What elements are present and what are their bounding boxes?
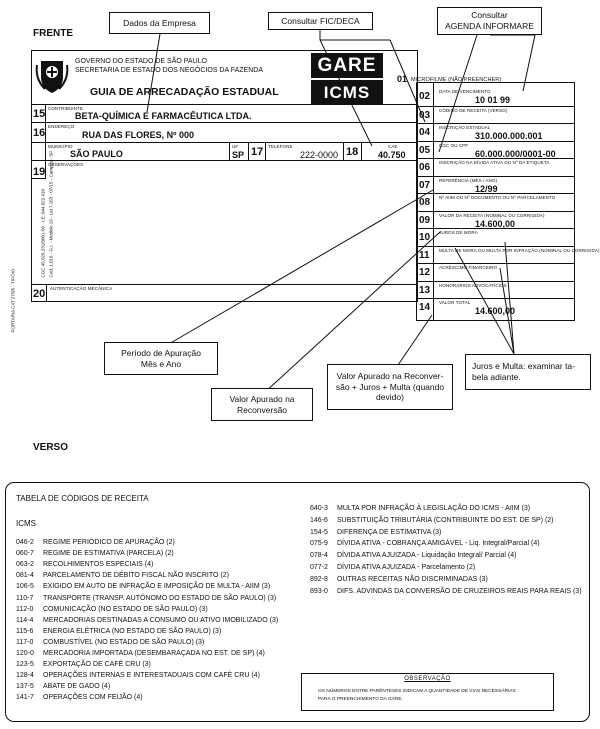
gare-field-label: DATA DE VENCIMENTO	[439, 89, 491, 94]
gare-field-label: INSCRIÇÃO NA DÍVIDA ATIVA OU Nº DA ETIQUETA	[439, 160, 550, 165]
gare-field-number: 10	[419, 232, 431, 243]
gare-field-value: 14.600,00	[475, 218, 516, 229]
receita-description: OUTRAS RECEITAS NÃO DISCRIMINADAS (3)	[337, 575, 488, 583]
receita-code: 893-0	[310, 587, 328, 595]
receita-description: ENERGIA ELÉTRICA (NO ESTADO DE SÃO PAULO) (3)	[43, 627, 222, 635]
gare-field-number: 12	[419, 267, 431, 278]
receita-code: 137-5	[16, 683, 34, 691]
receita-code-row	[16, 550, 174, 557]
receita-code: 114-4	[16, 616, 34, 624]
codes-table-title: TABELA DE CÓDIGOS DE RECEITA	[16, 494, 149, 503]
gare-field-value: 60.000.000/0001-00	[475, 148, 556, 159]
gare-field-number: 03	[419, 109, 431, 121]
field-15-label: CONTRIBUINTE	[48, 106, 83, 111]
field-18-number: 18	[346, 146, 359, 158]
gare-field-05	[417, 141, 574, 160]
gare-field-04	[417, 123, 574, 142]
receita-code: 640-3	[310, 505, 328, 512]
gare-logo: GARE	[311, 53, 383, 78]
receita-description: EXPORTAÇÃO DE CAFÉ CRU (3)	[43, 661, 151, 669]
gare-field-08	[417, 193, 574, 212]
observacao-text-2: PARA O PREENCHIMENTO DA GARE.	[318, 697, 403, 702]
gare-field-03	[417, 106, 574, 125]
gov-line-1: GOVERNO DO ESTADO DE SÃO PAULO	[75, 58, 207, 65]
gare-field-13	[417, 281, 574, 300]
observacao-title: OBSERVAÇÃO	[404, 676, 451, 682]
uf-value: SP	[232, 150, 245, 160]
gare-field-label: CÓDIGO DE RECEITA (VERSO)	[439, 107, 508, 113]
cae-value: 40.750	[378, 150, 406, 160]
gare-field-label: JUROS DE MORA	[439, 230, 478, 235]
form-title: GUIA DE ARRECADAÇÃO ESTADUAL	[90, 86, 279, 98]
receita-code: 117-0	[16, 638, 34, 646]
municipio-value: SÃO PAULO	[70, 149, 123, 159]
coat-of-arms-icon	[35, 55, 69, 95]
receita-code: 892-8	[310, 575, 328, 583]
cae-label: CAE	[388, 144, 398, 149]
uf-label: UF	[232, 144, 239, 149]
receita-code-row	[16, 572, 229, 579]
callout-valor-total: Valor Apurado na Reconver- são + Juros + Multa (quando devido)	[327, 364, 453, 410]
receita-code: 154-5	[310, 528, 328, 536]
telefone-label: TELEFONE	[268, 144, 293, 149]
gare-field-number: 09	[419, 214, 431, 226]
receita-code: 106-5	[16, 583, 34, 591]
receita-description: PARCELAMENTO DE DÉBITO FISCAL NÃO INSCRITO (2)	[43, 572, 229, 580]
field-20-number: 20	[33, 288, 46, 300]
gare-field-11	[417, 246, 600, 265]
callout-valor-apurado: Valor Apurado na Reconversão	[211, 388, 313, 421]
section-label-verso: VERSO	[33, 442, 69, 453]
gare-field-number: 02	[419, 91, 431, 102]
gare-field-label: CGC OU CPF	[439, 142, 469, 148]
receita-code: 060-7	[16, 550, 34, 558]
receita-description: RECOLHIMENTOS ESPECIAIS (4)	[43, 561, 154, 569]
field-15-number: 15	[33, 108, 46, 120]
municipio-label: MUNICÍPIO	[48, 144, 73, 149]
gare-field-label: INSCRIÇÃO ESTADUAL	[439, 125, 491, 130]
field-01-label: MICROFILME (NÃO PREENCHER)	[411, 77, 502, 83]
receita-code: 110-7	[16, 594, 34, 602]
callout-juros-multa: Juros e Multa: examinar ta- bela adiante.	[465, 354, 591, 390]
field-17-number: 17	[251, 146, 264, 158]
observacao-text-1: OS NÚMEROS ENTRE PARÊNTESES INDICAM A QUANTIDADE DE VIAS NECESSÁRIAS	[318, 689, 516, 694]
receita-code-row	[16, 606, 208, 613]
receita-description: OPERAÇÕES COM FEIJÃO (4)	[43, 694, 143, 702]
gare-field-09	[417, 211, 574, 230]
printer-side-text-1: Cod. 1.016 - G.I. - Modelo 19 - Lei 7.163 - 07/15 - Campos - SP	[48, 150, 54, 278]
receita-description: MULTA POR INFRAÇÃO À LEGISLAÇÃO DO ICMS - AIIM (3)	[337, 505, 531, 512]
receita-code-row	[310, 588, 582, 595]
printer-side-text-3: PORTARIA CAT 27/95 - TIPOIO	[10, 268, 16, 333]
gare-field-number: 08	[419, 197, 431, 208]
section-label-frente: FRENTE	[33, 28, 73, 39]
gare-field-value: 310.000.000.001	[475, 131, 543, 141]
field-01-number: 01	[397, 74, 408, 84]
gare-field-label: REFERÊNCIA (MÊS / ANO)	[439, 177, 498, 183]
receita-code: 141-7	[16, 694, 34, 702]
gare-field-value: 14.600,00	[475, 306, 516, 316]
codes-table-subtitle: ICMS	[16, 519, 36, 528]
receita-code: 120-0	[16, 650, 34, 657]
receita-code: 128-4	[16, 672, 34, 680]
receita-description: TRANSPORTE (TRANSP. AUTÔNOMO DO ESTADO DE SÃO PAULO) (3)	[43, 594, 277, 602]
receita-code-row	[16, 561, 153, 568]
gare-field-number: 07	[419, 179, 431, 191]
receita-code: 081-4	[16, 572, 34, 580]
receita-code-row	[16, 683, 110, 690]
gare-field-02	[417, 88, 574, 106]
receita-code-row	[16, 595, 276, 602]
telefone-value: 222-0000	[300, 150, 339, 160]
receita-description: SUBSTITUIÇÃO TRIBUTÁRIA (CONTRIBUINTE DO EST. DE SP) (2)	[337, 516, 554, 524]
receita-code-row	[16, 639, 204, 646]
receita-description: ABATE DE GADO (4)	[43, 683, 111, 691]
gare-field-number: 05	[419, 144, 431, 156]
gare-field-label: VALOR TOTAL	[439, 300, 471, 305]
receita-code: 115-6	[16, 627, 34, 635]
receita-code: 123-5	[16, 661, 34, 669]
receita-description: DIFERENÇA DE ESTIMATIVA (3)	[337, 528, 442, 536]
gare-field-label: MULTA DE MORA OU MULTA POR INFRAÇÃO (NOMINAL OU CORRIGIDA)	[439, 247, 600, 253]
receita-description: REGIME DE ESTIMATIVA (PARCELA) (2)	[43, 550, 174, 558]
receita-code-row	[16, 672, 260, 679]
receita-code: 078-4	[310, 552, 328, 560]
receita-description: DIFS. ADVINDAS DA CONVERSÃO DE CRUZEIROS REAIS PARA REAIS (3)	[337, 587, 582, 595]
gare-field-label: VALOR DA RECEITA (NOMINAL OU CORRIGIDA)	[439, 212, 545, 218]
endereco-value: RUA DAS FLORES, Nº 000	[82, 130, 194, 140]
gare-field-07	[417, 176, 574, 195]
gare-field-value: 10 01 99	[475, 95, 511, 105]
field-20-label: AUTENTICAÇÃO MECÂNICA	[50, 286, 113, 291]
gare-field-12	[417, 263, 574, 282]
receita-code-row	[310, 529, 441, 536]
receita-code-row	[16, 628, 221, 635]
receita-description: OPERAÇÕES INTERNAS E INTERESTADUAIS COM CAFÉ CRU (4)	[43, 672, 260, 680]
gare-field-value: 12/99	[475, 183, 498, 194]
receita-code-row	[310, 540, 540, 547]
receita-code-row	[16, 617, 278, 624]
receita-code: 063-2	[16, 561, 34, 569]
receita-description: EXIGIDO EM AUTO DE INFRAÇÃO E IMPOSIÇÃO DE MULTA - AIIM (3)	[43, 583, 271, 591]
field-19-label: OBSERVAÇÕES	[48, 162, 84, 167]
receita-code-row	[310, 505, 530, 512]
receita-description: REGIME PERIÓDICO DE APURAÇÃO (2)	[43, 539, 175, 546]
gare-field-label: HONORÁRIOS ADVOCATÍCIOS	[439, 282, 507, 288]
gare-field-number: 04	[419, 127, 431, 138]
field-16-number: 16	[33, 127, 46, 139]
receita-code: 077-2	[310, 564, 328, 571]
gare-field-number: 11	[419, 249, 430, 261]
receita-code-row	[16, 694, 143, 701]
receita-code-row	[310, 552, 516, 559]
callout-agenda: Consultar AGENDA INFORMARE	[437, 7, 542, 35]
gov-line-2: SECRETARIA DE ESTADO DOS NEGÓCIOS DA FAZENDA	[75, 67, 263, 74]
receita-description: DÍVIDA ATIVA - COBRANÇA AMIGÁVEL - Liq. Integral/Parcial (4)	[337, 540, 540, 548]
contribuinte-value: BETA-QUÍMICA E FARMACÊUTICA LTDA.	[75, 111, 252, 121]
receita-code-row	[16, 661, 151, 668]
callout-dados-empresa: Dados da Empresa	[109, 12, 210, 34]
field-19-number: 19	[33, 166, 46, 178]
receita-code-row	[310, 564, 475, 571]
receita-code-row	[310, 517, 554, 524]
receita-code-row	[16, 583, 270, 590]
receita-code: 075-9	[310, 540, 328, 548]
receita-description: COMUNICAÇÃO (NO ESTADO DE SÃO PAULO) (3)	[43, 605, 208, 613]
receita-description: MERCADORIA IMPORTADA (DESEMBARAÇADA NO EST. DE SP) (4)	[43, 650, 265, 657]
gare-field-number: 06	[419, 162, 431, 173]
receita-code: 146-6	[310, 516, 328, 524]
callout-fic-deca: Consultar FIC/DECA	[268, 12, 373, 30]
receita-code: 112-0	[16, 605, 34, 613]
receita-code-row	[16, 650, 265, 657]
gare-field-number: 13	[419, 284, 431, 296]
receita-code: 046-2	[16, 539, 34, 546]
gare-field-label: ACRÉSCIMO FINANCEIRO	[439, 265, 498, 270]
icms-logo: ICMS	[311, 80, 383, 105]
receita-description: DÍVIDA ATIVA AJUIZADA - Liquidação Integral/ Parcial (4)	[337, 552, 517, 560]
gare-field-label: Nº AIIM OU Nº DOCUMENTO OU Nº PARCELAMENTO	[439, 195, 556, 200]
receita-code-row	[310, 576, 488, 583]
callout-periodo: Período de Apuração Mês e Ano	[104, 342, 218, 375]
gare-field-14	[417, 298, 574, 317]
printer-side-text-2: CGC 45.029.231/0001-50 - I.E. 044.022.410	[40, 188, 46, 278]
receita-description: MERCADORIAS DESTINADAS A CONSUMO OU ATIVO IMOBILIZADO (3)	[43, 616, 279, 624]
receita-code-row	[16, 539, 175, 546]
receita-description: DÍVIDA ATIVA AJUIZADA - Parcelamento (2)	[337, 564, 476, 571]
field-16-label: ENDEREÇO	[48, 124, 75, 129]
receita-description: COMBUSTÍVEL (NO ESTADO DE SÃO PAULO) (3)	[43, 638, 205, 646]
gare-field-10	[417, 228, 574, 247]
gare-field-number: 14	[419, 302, 431, 313]
gare-field-06	[417, 158, 574, 177]
